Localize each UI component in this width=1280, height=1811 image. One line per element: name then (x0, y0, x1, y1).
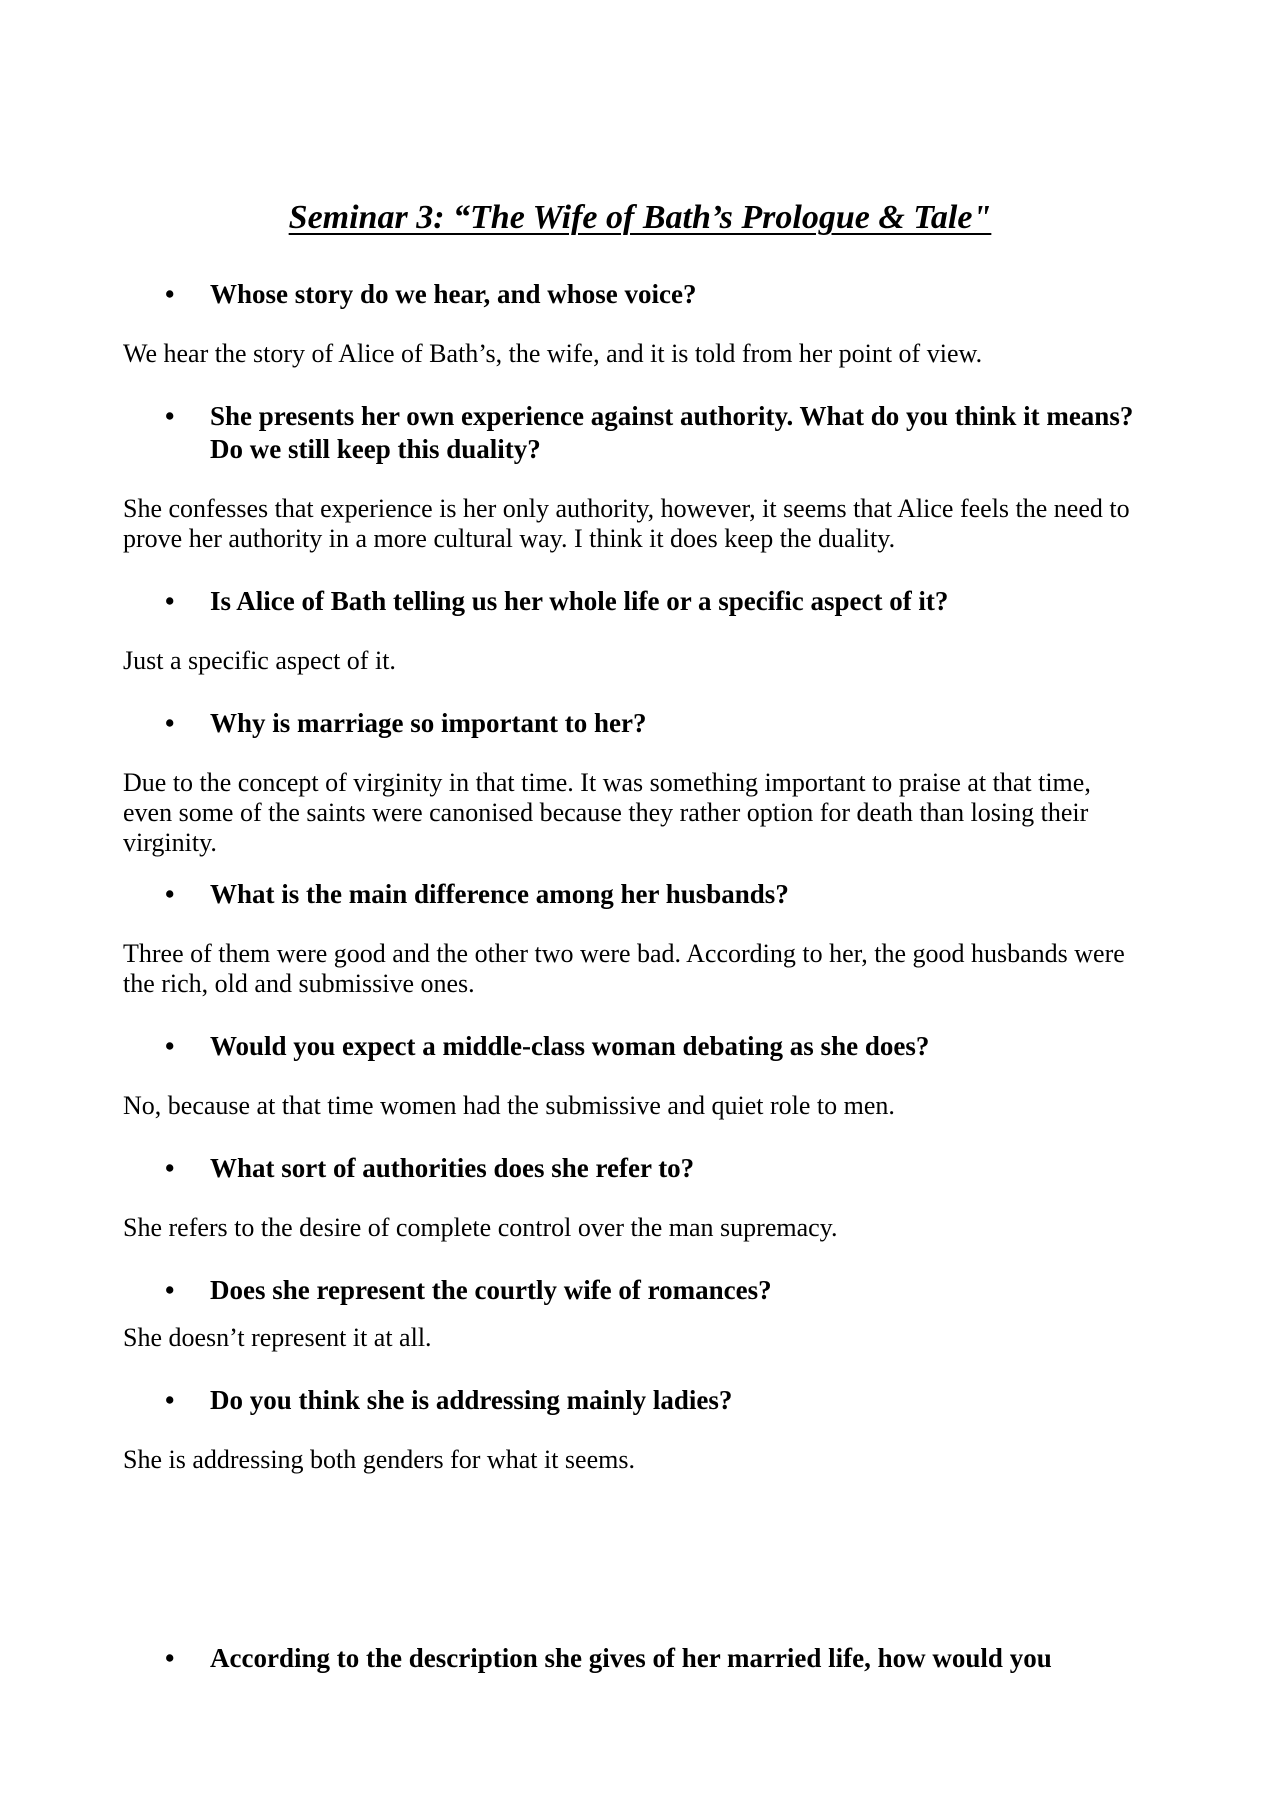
question-text: According to the description she gives of her married life, how would you (210, 1643, 1052, 1673)
question-item (123, 1030, 1143, 1063)
answer-text: Due to the concept of virginity in that time. It was something important to praise at that time, even some of the saints were canonised because they rather option for death than losing their virginity. (123, 768, 1091, 857)
answer-text: She confesses that experience is her only authority, however, it seems that Alice feels the need to prove her authority in a more cultural way. I think it does keep the duality. (123, 494, 1130, 553)
question-text: Does she represent the courtly wife of romances? (210, 1275, 772, 1305)
bullet-marker: • (165, 1643, 175, 1673)
question-item (123, 585, 1143, 618)
question-item (123, 1642, 1143, 1675)
question-text: What sort of authorities does she refer to? (210, 1153, 695, 1183)
question-item (123, 878, 1143, 911)
answer-text: She is addressing both genders for what it seems. (123, 1445, 635, 1474)
question-item (123, 1384, 1143, 1417)
question-item (123, 400, 1143, 466)
answer-text: Three of them were good and the other two were bad. According to her, the good husbands were the rich, old and submissive ones. (123, 939, 1125, 998)
bullet-marker: • (165, 1153, 175, 1183)
answer-text: She refers to the desire of complete control over the man supremacy. (123, 1213, 838, 1242)
question-text: Why is marriage so important to her? (210, 708, 647, 738)
answer-text: She doesn’t represent it at all. (123, 1323, 432, 1352)
question-text: Whose story do we hear, and whose voice? (210, 279, 697, 309)
answer-text: Just a specific aspect of it. (123, 646, 396, 675)
bullet-marker: • (165, 1031, 175, 1061)
answer-text: We hear the story of Alice of Bath’s, the wife, and it is told from her point of view. (123, 339, 983, 368)
answer-text: No, because at that time women had the submissive and quiet role to men. (123, 1091, 895, 1120)
question-item (123, 278, 1143, 311)
document-title: Seminar 3: “The Wife of Bath’s Prologue & Tale" (288, 199, 992, 236)
question-text: Is Alice of Bath telling us her whole life or a specific aspect of it? (210, 586, 949, 616)
document-body (123, 278, 1143, 1675)
question-item (123, 1274, 1143, 1307)
question-text: Do you think she is addressing mainly ladies? (210, 1385, 733, 1415)
bullet-marker: • (165, 708, 175, 738)
question-text: She presents her own experience against authority. What do you think it means? Do we still keep this duality? (210, 401, 1134, 464)
question-item (123, 1152, 1143, 1185)
bullet-marker: • (165, 879, 175, 909)
bullet-marker: • (165, 401, 175, 431)
bullet-marker: • (165, 1275, 175, 1305)
question-item (123, 707, 1143, 740)
question-text: Would you expect a middle-class woman debating as she does? (210, 1031, 930, 1061)
question-text: What is the main difference among her husbands? (210, 879, 789, 909)
bullet-marker: • (165, 279, 175, 309)
bullet-marker: • (165, 586, 175, 616)
bullet-marker: • (165, 1385, 175, 1415)
